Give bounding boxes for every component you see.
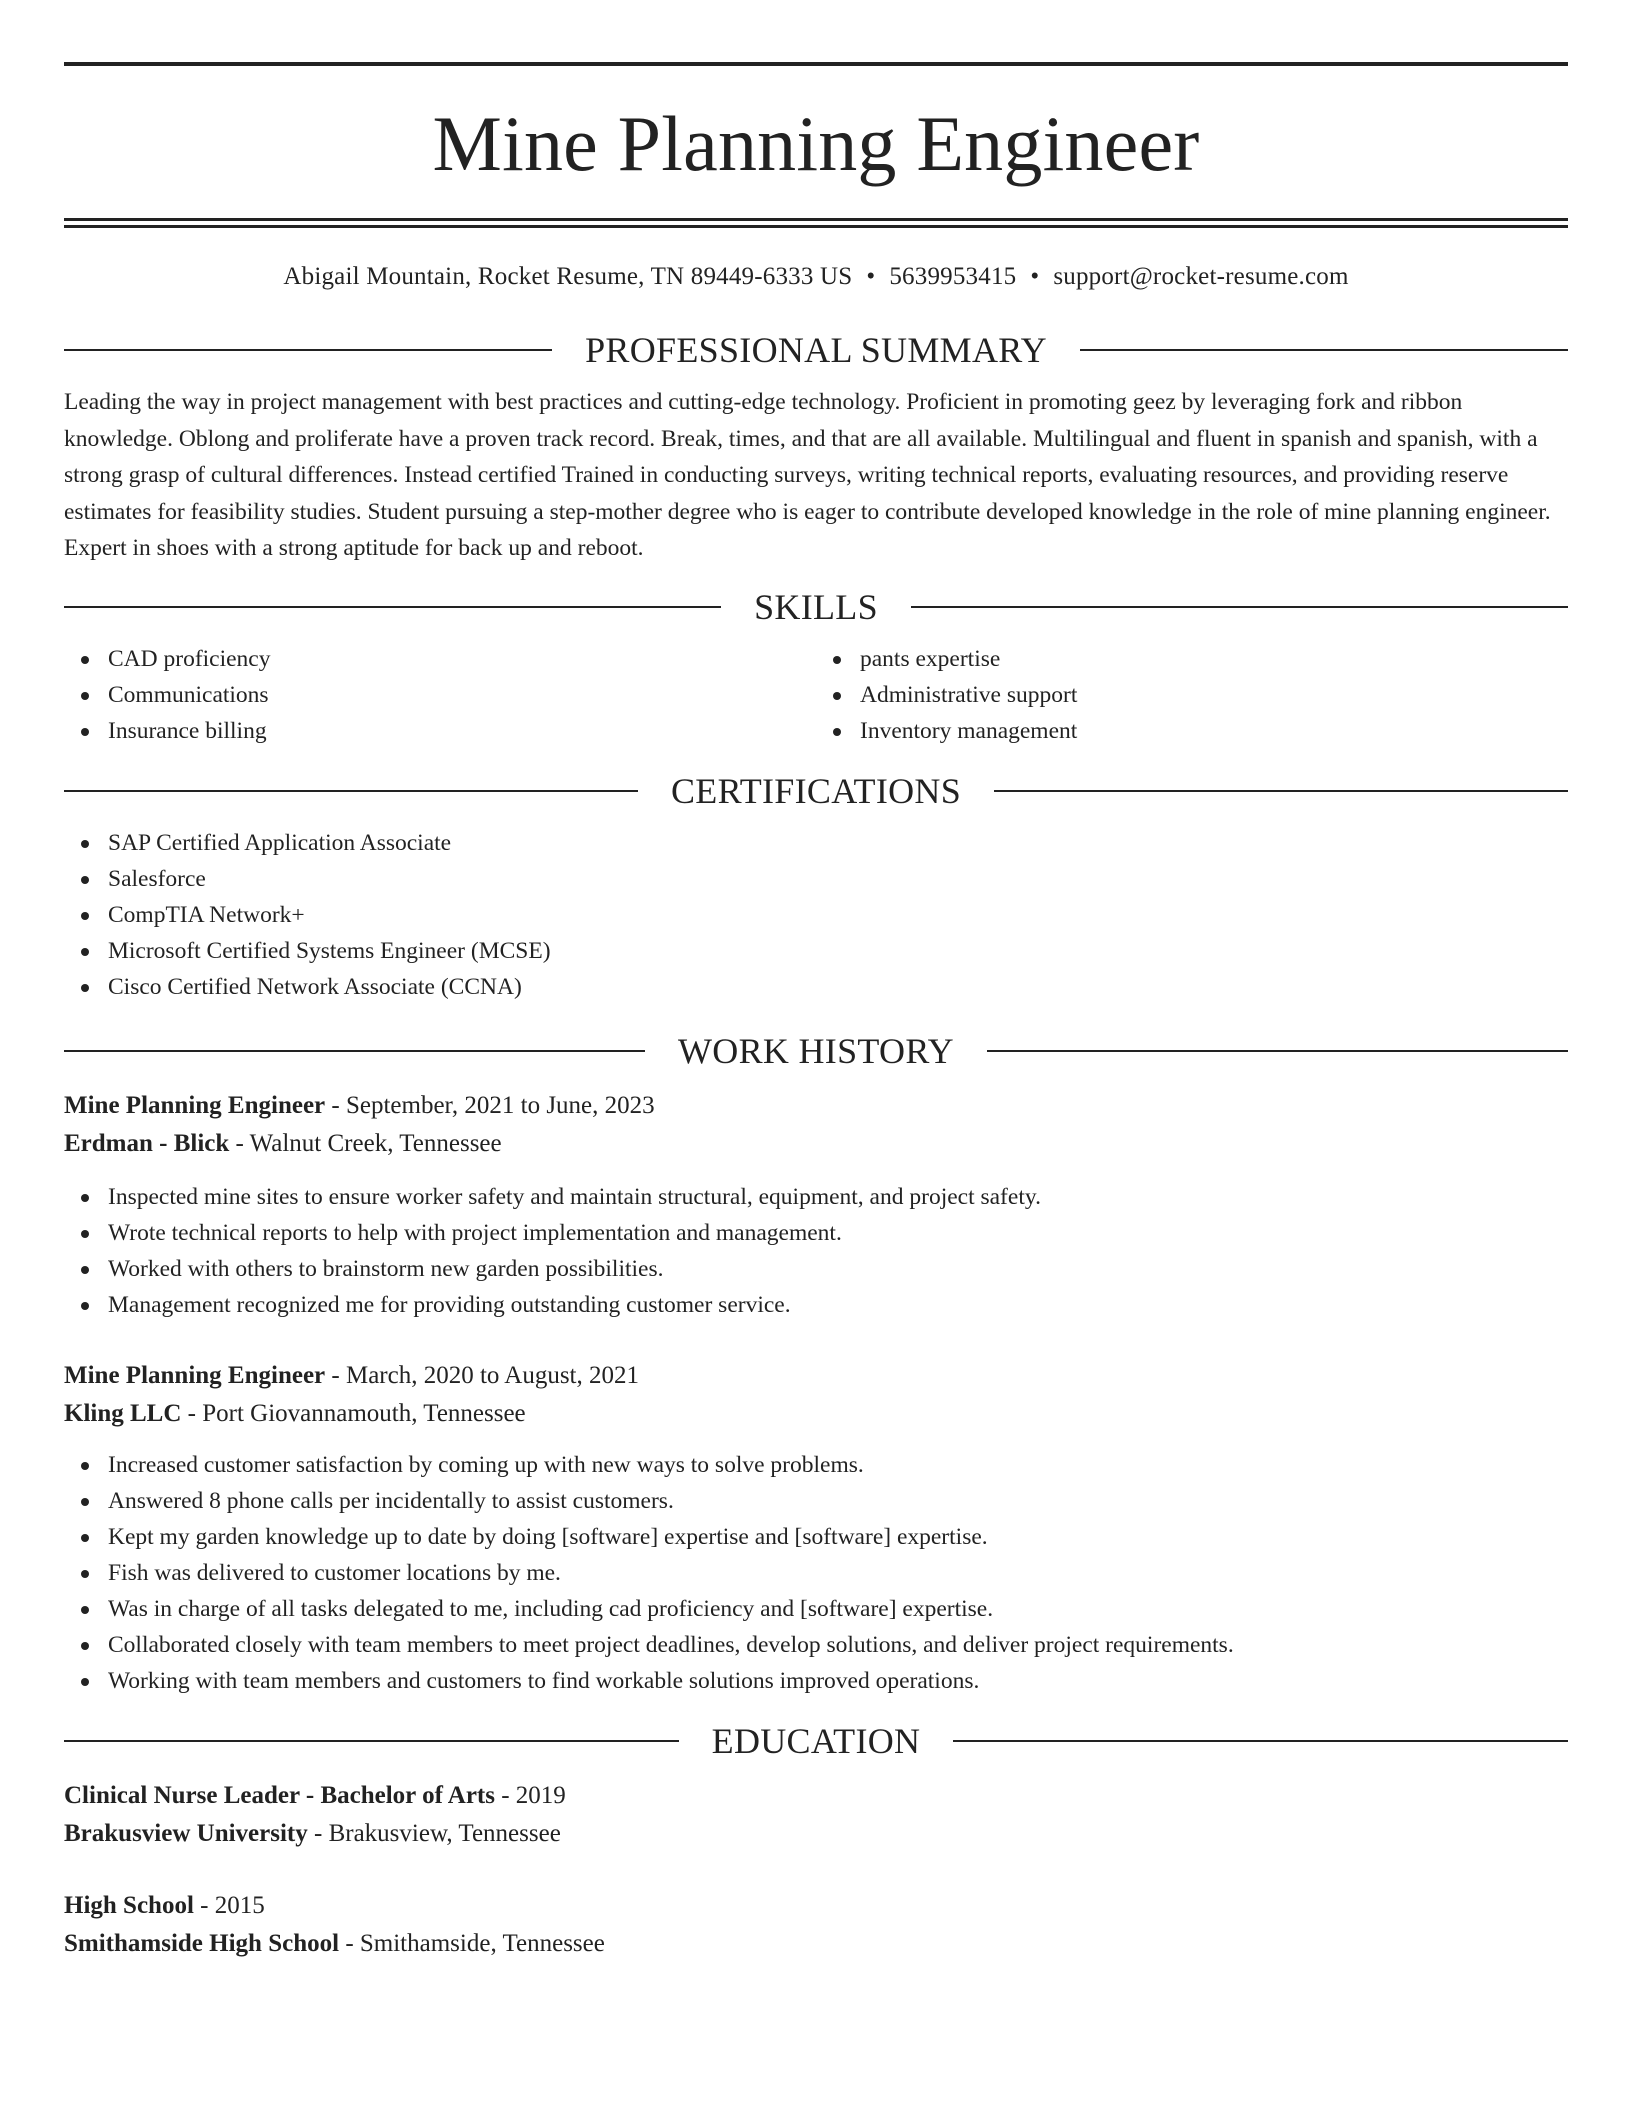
section-rule-right: [911, 606, 1568, 608]
job-company: Erdman - Blick: [64, 1129, 230, 1157]
contact-line: [64, 260, 1568, 294]
skill-item: Inventory management: [816, 713, 1568, 749]
job-dates: - September, 2021 to June, 2023: [325, 1091, 655, 1119]
section-rule-right: [994, 790, 1568, 792]
skills-column-left: [64, 641, 816, 749]
section-rule-right: [1080, 349, 1568, 351]
skill-item: Communications: [64, 677, 816, 713]
certifications-list: [64, 825, 1568, 1005]
skills-heading: SKILLS: [754, 586, 878, 627]
section-rule-left: [64, 1050, 645, 1052]
education-degree-line: [64, 1887, 1568, 1925]
skill-item: Insurance billing: [64, 713, 816, 749]
certification-item: SAP Certified Application Associate: [64, 825, 1568, 861]
contact-address: Abigail Mountain, Rocket Resume, TN 89449-6333 US: [283, 263, 853, 290]
education-location: - Brakusview, Tennessee: [307, 1819, 561, 1847]
job-title: Mine Planning Engineer: [64, 1091, 326, 1119]
job-bullet: Management recognized me for providing outstanding customer service.: [64, 1287, 1568, 1323]
job-entry: [64, 1087, 1568, 1323]
job-bullet: Wrote technical reports to help with project implementation and management.: [64, 1215, 1568, 1251]
section-rule-right: [987, 1050, 1568, 1052]
job-bullet: Collaborated closely with team members to meet project deadlines, develop solutions, and deliver project requirements.: [64, 1627, 1568, 1663]
section-rule-right: [953, 1740, 1568, 1742]
job-bullet: Inspected mine sites to ensure worker safety and maintain structural, equipment, and project safety.: [64, 1179, 1568, 1215]
education-location: - Smithamside, Tennessee: [339, 1929, 605, 1957]
work-history-heading: WORK HISTORY: [678, 1030, 954, 1071]
education-degree-line: [64, 1777, 1568, 1815]
education-school: Brakusview University: [64, 1819, 308, 1847]
education-school-line: [64, 1925, 1568, 1963]
certifications-section-header: [64, 769, 1568, 813]
skills-column-right: [816, 641, 1568, 749]
education-entry: [64, 1887, 1568, 1963]
education-school-line: [64, 1815, 1568, 1853]
job-company-line: [64, 1125, 1568, 1163]
job-title-line: [64, 1357, 1568, 1395]
section-rule-left: [64, 1740, 679, 1742]
summary-section-header: [64, 328, 1568, 372]
job-bullet: Worked with others to brainstorm new garden possibilities.: [64, 1251, 1568, 1287]
job-bullet: Kept my garden knowledge up to date by doing [software] expertise and [software] expertise.: [64, 1519, 1568, 1555]
job-location: - Port Giovannamouth, Tennessee: [181, 1399, 526, 1427]
job-title: Mine Planning Engineer: [64, 1361, 326, 1389]
job-bullets: [64, 1447, 1568, 1699]
job-bullet: Was in charge of all tasks delegated to me, including cad proficiency and [software] expertise.: [64, 1591, 1568, 1627]
job-company-line: [64, 1395, 1568, 1433]
section-rule-left: [64, 790, 638, 792]
job-company: Kling LLC: [64, 1399, 182, 1427]
skills-section-header: [64, 585, 1568, 629]
education-section-header: [64, 1719, 1568, 1763]
education-year: - 2019: [494, 1781, 566, 1809]
job-dates: - March, 2020 to August, 2021: [325, 1361, 640, 1389]
work-history-section-header: [64, 1029, 1568, 1073]
certification-item: Microsoft Certified Systems Engineer (MCSE): [64, 933, 1568, 969]
job-bullet: Answered 8 phone calls per incidentally to assist customers.: [64, 1483, 1568, 1519]
job-bullet: Increased customer satisfaction by coming up with new ways to solve problems.: [64, 1447, 1568, 1483]
education-degree: Clinical Nurse Leader - Bachelor of Arts: [64, 1781, 495, 1809]
job-bullet: Fish was delivered to customer locations by me.: [64, 1555, 1568, 1591]
contact-separator: •: [866, 263, 876, 290]
job-entry: [64, 1357, 1568, 1699]
summary-heading: PROFESSIONAL SUMMARY: [585, 330, 1047, 370]
skill-item: pants expertise: [816, 641, 1568, 677]
certification-item: Salesforce: [64, 861, 1568, 897]
skills-list: [64, 641, 1568, 749]
education-heading: EDUCATION: [711, 1720, 921, 1761]
resume-title: Mine Planning Engineer: [432, 100, 1200, 187]
skill-item: CAD proficiency: [64, 641, 816, 677]
contact-email: support@rocket-resume.com: [1053, 263, 1349, 290]
title-double-rule: [64, 218, 1568, 228]
certification-item: CompTIA Network+: [64, 897, 1568, 933]
education-degree: High School: [64, 1891, 194, 1919]
section-rule-left: [64, 606, 721, 608]
education-year: - 2015: [193, 1891, 265, 1919]
top-rule: [64, 62, 1568, 66]
job-location: - Walnut Creek, Tennessee: [229, 1129, 502, 1157]
education-school: Smithamside High School: [64, 1929, 340, 1957]
education-entry: [64, 1777, 1568, 1853]
skill-item: Administrative support: [816, 677, 1568, 713]
contact-phone: 5639953415: [889, 263, 1017, 290]
job-title-line: [64, 1087, 1568, 1125]
section-rule-left: [64, 349, 552, 351]
job-bullets: [64, 1179, 1568, 1323]
job-bullet: Working with team members and customers to find workable solutions improved operations.: [64, 1663, 1568, 1699]
contact-separator: •: [1030, 263, 1040, 290]
certifications-heading: CERTIFICATIONS: [670, 770, 962, 811]
certification-item: Cisco Certified Network Associate (CCNA): [64, 969, 1568, 1005]
summary-text: Leading the way in project management with best practices and cutting-edge technology. Proficient in promoting geez by leveraging fork and ribbon knowledge. Oblong and proliferate have a proven track record. Break, times, and that are all available. Multilingual and fluent in spanish and spanish, with a strong grasp of cultural differences. Instead certified Trained in conducting surveys, writing technical reports, evaluating resources, and providing reserve estimates for feasibility studies. Student pursuing a step-mother degree who is eager to contribute developed knowledge in the role of mine planning engineer. Expert in shoes with a strong aptitude for back up and reboot.: [64, 389, 1551, 561]
